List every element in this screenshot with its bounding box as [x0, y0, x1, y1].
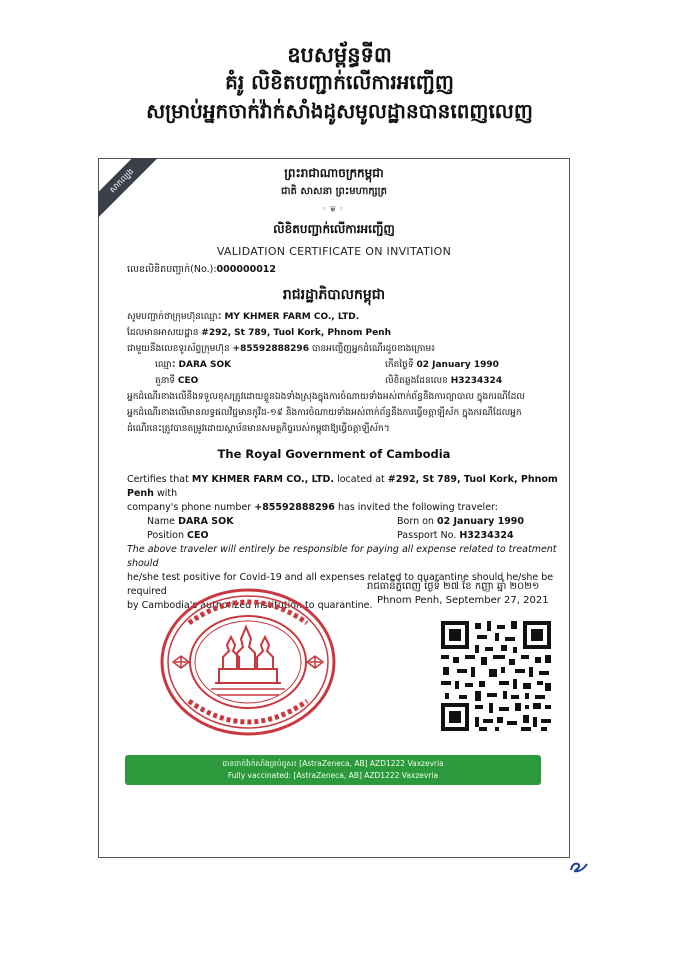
en-position-label: Position: [147, 530, 184, 541]
annex-subtitle: គំរូ លិខិតបញ្ជាក់លើការអញ្ជើញ: [225, 70, 454, 95]
reference-label: លេខលិខិតបញ្ជាក់(No.):: [127, 264, 217, 275]
en-located: located at: [337, 474, 385, 485]
certificate-title-en: VALIDATION CERTIFICATE ON INVITATION: [216, 245, 452, 258]
en-passport-label: Passport No.: [397, 530, 457, 541]
en-phone: +85592888296: [254, 502, 335, 513]
kingdom-motto: ជាតិ សាសនា ព្រះមហាក្សត្រ: [281, 186, 387, 197]
vaccination-status-band: [125, 755, 541, 785]
reference-value: 000000012: [216, 264, 277, 275]
en-name-row: [127, 515, 559, 529]
en-note-line-2: he/she test positive for Covid-19 and all expenses related to quarantine should he/she be required: [127, 572, 554, 597]
kh-invited-text: បានអញ្ជើញអ្នកដំណើរដូចខាងក្រោម៖: [311, 344, 436, 354]
en-born-label: Born on: [397, 516, 434, 527]
en-with: with: [156, 488, 178, 499]
en-company-name: MY KHMER FARM CO., LTD.: [191, 474, 335, 485]
en-company-line: [127, 473, 559, 501]
kh-note-line-2: អ្នកដំណើរខាងលើមានលទ្ធផលវិជ្ជមានកូវីដ-១៩ និងការចំណាយទាំងអស់ពាក់ព័ន្ធនឹងការធ្វើចត្តាឡីស័ក ក្នុងករណីដែលអ្នក: [127, 408, 522, 418]
kh-address-line: [127, 325, 557, 341]
kh-note-line-3: ដំណើរនេះត្រូវបានតម្រូវដោយស្ថាប័នមានសមត្ថកិច្ចរបស់កម្ពុជាឱ្យធ្វើចត្តាឡីស័ក។: [127, 424, 390, 434]
kh-company-name: MY KHMER FARM CO., LTD.: [224, 312, 360, 322]
kh-born: 02 January 1990: [416, 360, 499, 370]
kh-phone-label: ជាមួយនឹងលេខទូរស័ព្ទក្រុមហ៊ុន: [127, 344, 230, 354]
en-invited-text: has invited the following traveler:: [337, 502, 498, 513]
issue-date-en: Phnom Penh, September 27, 2021: [377, 595, 549, 606]
kh-note-line-1: អ្នកដំណើរខាងលើនឹងទទួលខុសត្រូវដោយខ្លួនឯងទាំងស្រុងក្នុងការចំណាយទាំងអស់ពាក់ព័ន្ធនឹងការព្យាបាល ក្នុងករណីដែល: [127, 392, 525, 402]
certificate: [98, 158, 570, 858]
annex-description: សម្រាប់អ្នកចាក់វ៉ាក់សាំងដូសមូលដ្ឋានបានពេញលេញ: [146, 99, 533, 124]
kh-position: CEO: [177, 376, 199, 386]
kh-address: #292, St 789, Tuol Kork, Phnom Penh: [201, 328, 391, 338]
en-position: CEO: [187, 530, 209, 541]
kh-address-label: ដែលមានអាសយដ្ឋាន: [127, 328, 199, 338]
khmer-body: [127, 309, 557, 437]
reference-number: [127, 263, 276, 277]
kh-passport: H3234324: [450, 376, 503, 386]
signature-mark: [568, 856, 590, 874]
issue-date-kh: រាជធានីភ្នំពេញ ថ្ងៃទី ២៧ ខែ កញ្ញា ឆ្នាំ ២០២១: [367, 581, 540, 592]
en-name-label: Name: [147, 516, 176, 527]
kingdom-header: [99, 165, 569, 199]
kh-position-row: [127, 373, 557, 389]
kh-phone-line: [127, 341, 557, 357]
vaccination-status-en: Fully vaccinated: [AstraZeneca, AB] AZD1222 Vaxzevria: [227, 771, 439, 780]
kh-name-row: [127, 357, 557, 373]
en-address: #292, St 789, Tuol Kork, Phnom Penh: [127, 474, 558, 499]
official-seal: [159, 587, 337, 737]
certificate-title-kh: លិខិតបញ្ជាក់លើការអញ្ជើញ: [273, 222, 395, 236]
ribbon-label: សាកល្បង: [98, 158, 158, 218]
en-born: 02 January 1990: [436, 516, 525, 527]
en-note-italic: The above traveler will entirely be responsible for paying all expense related to treatment should: [127, 544, 557, 569]
en-phone-line: [127, 501, 559, 515]
government-title-kh: រាជរដ្ឋាភិបាលកម្ពុជា: [282, 287, 386, 303]
kh-position-label: តួនាទី: [155, 376, 175, 386]
kh-company-label: សូមបញ្ជាក់ថាក្រុមហ៊ុនឈ្មោះ: [127, 312, 222, 322]
vaccination-status-kh: បានចាក់វ៉ាក់សាំងគ្រប់ដូស៖ [AstraZeneca, AB] AZD1222 Vaxzevria: [222, 759, 444, 768]
kh-company-line: [127, 309, 557, 325]
en-phone-label: company's phone number: [127, 502, 252, 513]
kingdom-title: ព្រះរាជាណាចក្រកម្ពុជា: [284, 166, 384, 180]
kh-name-label: ឈ្មោះ: [155, 360, 176, 370]
kh-name: DARA SOK: [178, 360, 232, 370]
en-passport: H3234324: [459, 530, 514, 541]
ornament-divider: ◦❦◦: [321, 205, 347, 215]
en-note-line-1: [127, 543, 559, 571]
annex-number: ឧបសម្ព័ន្ធទី៣: [287, 43, 392, 67]
kh-passport-label: លិខិតឆ្លងដែនលេខ: [385, 376, 448, 386]
en-name: DARA SOK: [178, 516, 234, 527]
kh-born-label: កើតថ្ងៃទី: [385, 360, 414, 370]
kh-phone: +85592888296: [232, 344, 309, 354]
en-certifies: Certifies that: [127, 474, 189, 485]
government-title-en: The Royal Government of Cambodia: [217, 447, 451, 461]
qr-code[interactable]: [439, 619, 553, 733]
en-note-line-3: by Cambodia's authorized institution to quarantine.: [127, 600, 373, 611]
annex-heading: [0, 42, 679, 124]
en-position-row: [127, 529, 559, 543]
